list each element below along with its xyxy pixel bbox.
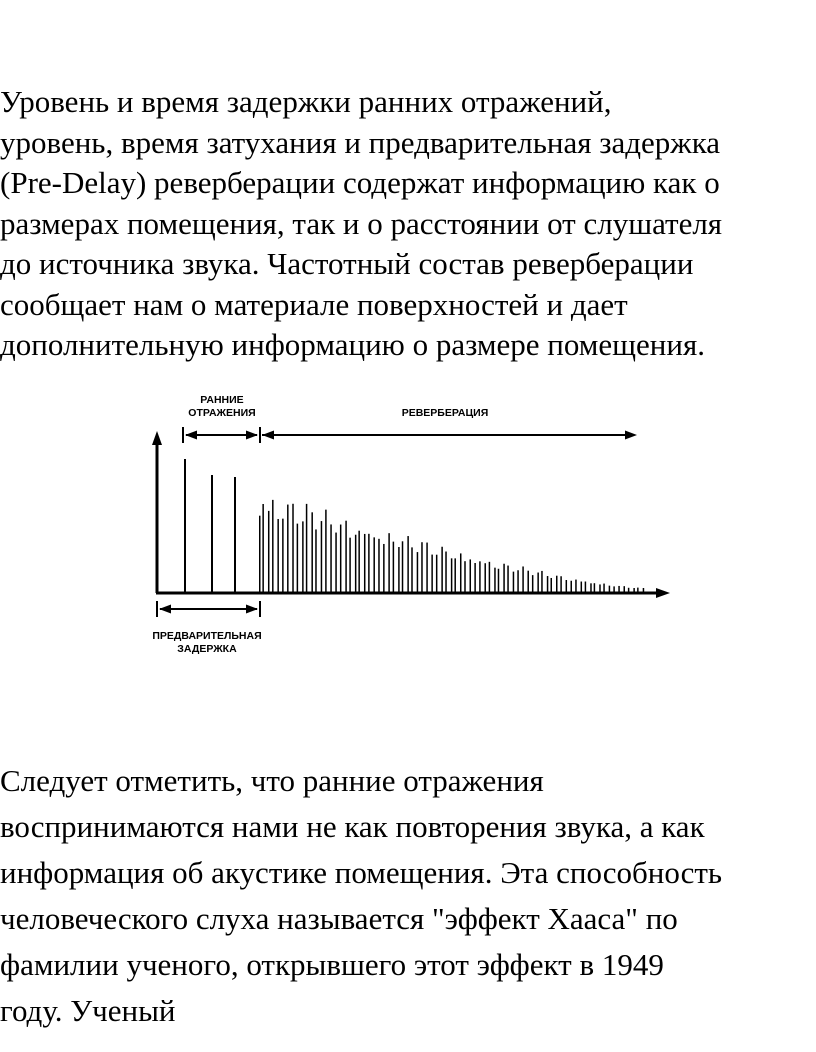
impulse-bar bbox=[234, 477, 236, 592]
impulse-bar bbox=[451, 558, 453, 592]
impulse-bar bbox=[590, 583, 592, 592]
impulse-bar bbox=[445, 552, 447, 592]
impulse-bar bbox=[315, 529, 317, 592]
impulse-bar bbox=[302, 521, 304, 592]
impulse-bar bbox=[479, 561, 481, 592]
impulse-bar bbox=[321, 521, 323, 592]
impulse-bar bbox=[547, 576, 549, 592]
impulse-bar bbox=[417, 552, 419, 592]
impulse-bars bbox=[184, 459, 644, 592]
impulse-bar bbox=[560, 576, 562, 592]
text-line: дополнительную информацию о размере помещения. bbox=[0, 327, 705, 362]
text-line: Уровень и время задержки ранних отражений, bbox=[0, 84, 612, 119]
impulse-bar bbox=[325, 510, 327, 592]
impulse-bar bbox=[287, 505, 289, 592]
impulse-bar bbox=[441, 547, 443, 592]
impulse-bar bbox=[603, 584, 605, 592]
impulse-bar bbox=[345, 521, 347, 592]
impulse-bar bbox=[570, 581, 572, 592]
impulse-bar bbox=[454, 558, 456, 592]
impulse-bar bbox=[489, 562, 491, 592]
impulse-bar bbox=[633, 588, 635, 592]
paragraph-intro bbox=[0, 82, 722, 366]
impulse-bar bbox=[628, 588, 630, 592]
impulse-bar bbox=[426, 543, 428, 592]
impulse-bar bbox=[474, 563, 476, 592]
impulse-bar bbox=[330, 524, 332, 592]
text-line: уровень, время затухания и предварительная задержка bbox=[0, 124, 721, 160]
impulse-bar bbox=[503, 564, 505, 592]
impulse-bar bbox=[643, 588, 645, 592]
text-line: году. Ученый bbox=[0, 993, 176, 1028]
text-line: фамилии ученого, открывшего этот эффект в 1949 bbox=[0, 947, 664, 982]
reverberation-label: РЕВЕРБЕРАЦИЯ bbox=[401, 407, 489, 419]
text-line: размерах помещения, так и о расстоянии от слушателя bbox=[0, 205, 723, 241]
impulse-bar bbox=[378, 539, 380, 592]
early-reflections-label-line1: РАННИЕ bbox=[200, 394, 244, 406]
impulse-bar bbox=[522, 566, 524, 592]
impulse-bar bbox=[566, 580, 568, 592]
impulse-bar bbox=[585, 582, 587, 592]
impulse-bar bbox=[594, 583, 596, 592]
axes bbox=[152, 431, 670, 598]
impulse-bar bbox=[464, 561, 466, 592]
pre-delay-arrow bbox=[157, 601, 260, 617]
impulse-bar bbox=[268, 511, 270, 592]
impulse-bar bbox=[498, 569, 500, 592]
impulse-bar bbox=[517, 570, 519, 592]
impulse-bar bbox=[550, 578, 552, 592]
impulse-bar bbox=[340, 525, 342, 592]
impulse-bar bbox=[507, 566, 509, 592]
impulse-bar bbox=[623, 586, 625, 592]
reverberation-arrow bbox=[262, 431, 637, 440]
impulse-bar bbox=[513, 572, 515, 592]
impulse-bar bbox=[421, 542, 423, 592]
impulse-bar bbox=[306, 504, 308, 592]
text-line: сообщает нам о материале поверхностей и дает bbox=[0, 286, 628, 322]
text-line: до источника звука. Частотный состав реверберации bbox=[0, 246, 694, 281]
impulse-bar bbox=[335, 533, 337, 592]
pre-delay-label-line1: ПРЕДВАРИТЕЛЬНАЯ bbox=[152, 630, 262, 642]
impulse-bar bbox=[184, 459, 186, 592]
text-line: информация об акустике помещения. Эта способность bbox=[0, 855, 723, 890]
impulse-bar bbox=[599, 584, 601, 592]
impulse-bar bbox=[311, 512, 313, 592]
paragraph-haas-effect bbox=[0, 758, 722, 1034]
impulse-bar bbox=[613, 586, 615, 592]
impulse-bar bbox=[609, 586, 611, 592]
impulse-bar bbox=[272, 500, 274, 592]
impulse-bar bbox=[532, 575, 534, 592]
impulse-bar bbox=[581, 582, 583, 592]
impulse-bar bbox=[358, 531, 360, 592]
impulse-bar bbox=[637, 588, 639, 592]
impulse-bar bbox=[398, 547, 400, 592]
text-line: воспринимаются нами не как повторения звука, а как bbox=[0, 809, 705, 844]
impulse-bar bbox=[349, 538, 351, 592]
impulse-bar bbox=[259, 516, 261, 592]
impulse-bar bbox=[407, 536, 409, 592]
impulse-bar bbox=[211, 475, 213, 592]
impulse-bar bbox=[262, 504, 264, 592]
impulse-bar bbox=[292, 504, 294, 592]
impulse-bar bbox=[537, 573, 539, 592]
early-reflections-label-line2: ОТРАЖЕНИЯ bbox=[188, 407, 256, 419]
impulse-bar bbox=[436, 555, 438, 592]
impulse-bar bbox=[494, 568, 496, 592]
impulse-bar bbox=[575, 580, 577, 592]
impulse-bar bbox=[383, 544, 385, 592]
pre-delay-label-line2: ЗАДЕРЖКА bbox=[177, 643, 237, 655]
early-reflections-arrow bbox=[183, 427, 260, 443]
impulse-bar bbox=[297, 524, 299, 592]
impulse-bar bbox=[556, 576, 558, 592]
impulse-bar bbox=[388, 533, 390, 592]
impulse-bar bbox=[484, 563, 486, 592]
impulse-bar bbox=[368, 534, 370, 592]
impulse-bar bbox=[470, 559, 472, 592]
impulse-bar bbox=[355, 535, 357, 592]
text-line: человеческого слуха называется "эффект Хааса" по bbox=[0, 901, 678, 936]
impulse-bar bbox=[282, 519, 284, 592]
impulse-bar bbox=[431, 555, 433, 592]
impulse-bar bbox=[402, 541, 404, 592]
impulse-bar bbox=[277, 519, 279, 592]
impulse-bar bbox=[527, 571, 529, 592]
impulse-bar bbox=[541, 571, 543, 592]
impulse-bar bbox=[364, 534, 366, 592]
impulse-bar bbox=[393, 542, 395, 592]
impulse-bar bbox=[411, 547, 413, 592]
impulse-bar bbox=[373, 537, 375, 592]
text-line: (Pre-Delay) реверберации содержат информацию как о bbox=[0, 165, 720, 200]
impulse-bar bbox=[618, 586, 620, 592]
impulse-bar bbox=[460, 553, 462, 592]
reverb-impulse-diagram bbox=[130, 385, 690, 670]
text-line: Следует отметить, что ранние отражения bbox=[0, 763, 544, 798]
